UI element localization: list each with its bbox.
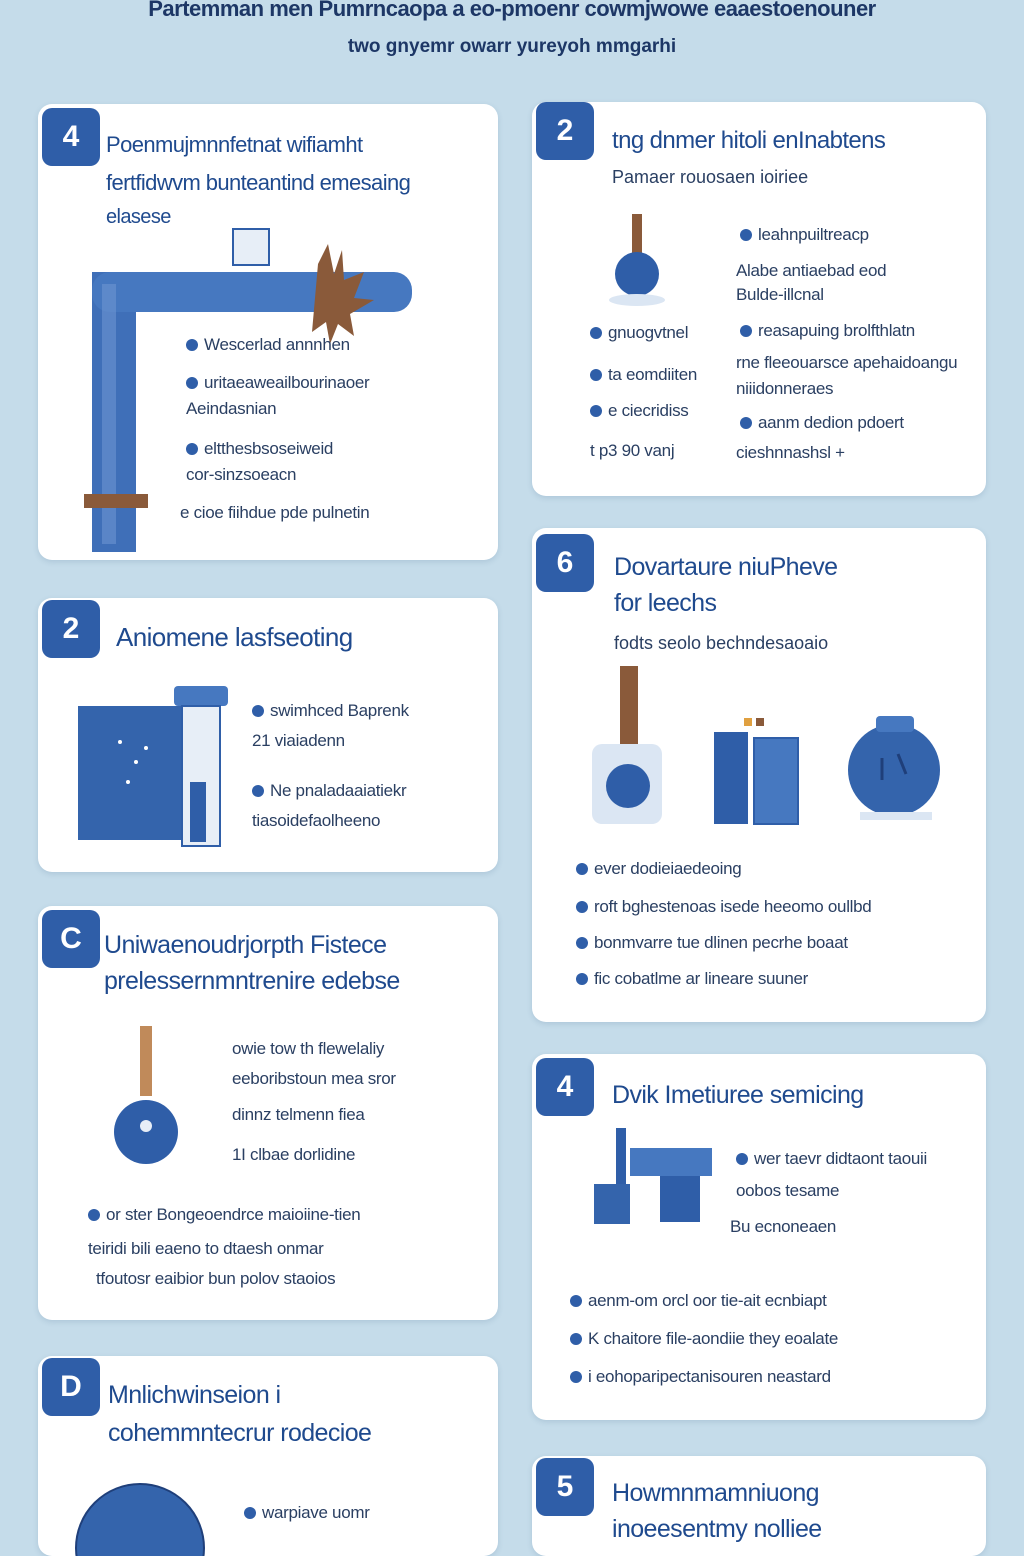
card-line-1: owie tow th flewelaliy xyxy=(232,1039,385,1058)
card-right-bullet-3: aanm dedion pdoert xyxy=(740,410,904,435)
card-right-bullet-2: reasapuing brolfthlatn xyxy=(740,318,915,343)
card-plunger xyxy=(532,102,986,496)
card-line-1: Aeindasnian xyxy=(186,399,277,418)
card-bottom-bullet-2: K chaitore file-aondiie they eoalate xyxy=(570,1326,838,1351)
bucket-icon xyxy=(712,708,802,828)
card-number-badge: 2 xyxy=(536,102,594,160)
page-subtitle: two gnyemr owarr yureyoh mmgarhi xyxy=(347,36,677,57)
card-pipe-repair xyxy=(38,104,498,560)
card-water-tank xyxy=(38,598,498,872)
card-servicing xyxy=(532,1054,986,1420)
card-subtitle: fodts seolo bechndesaoaio xyxy=(614,633,829,653)
card-title-line-1: Dovartaure niuPheve xyxy=(614,553,838,581)
card-bullet-1: warpiave uomr xyxy=(244,1500,370,1525)
card-bullet-1: or ster Bongeoendrce maioiine-tien xyxy=(88,1202,360,1227)
card-title-line-1: Uniwaenoudrjorpth Fistece xyxy=(104,931,387,959)
card-title-line-1: Poenmujmnnfetnat wifiamht xyxy=(106,132,363,157)
card-title: Aniomene lasfseoting xyxy=(116,622,353,652)
card-bullet-1: swimhced Baprenk xyxy=(252,698,409,723)
card-title-line-1: Mnlichwinseion i xyxy=(108,1381,281,1409)
card-faucet xyxy=(38,906,498,1320)
card-line-6: tfoutosr eaibior bun polov staoios xyxy=(96,1269,336,1288)
pipe-fitting-icon xyxy=(590,1124,720,1234)
card-left-bullet-3: e ciecridiss xyxy=(590,398,688,423)
card-subtitle: Pamaer rouosaen ioiriee xyxy=(612,167,809,187)
card-left-line-4: t p3 90 vanj xyxy=(590,441,675,460)
water-tank-icon xyxy=(76,682,236,848)
card-bottom-bullet-1: aenm-om orcl oor tie-ait ecnbiapt xyxy=(570,1288,827,1313)
card-title-line-2: for leechs xyxy=(614,589,717,617)
boiler-icon xyxy=(842,688,952,828)
card-number-badge: 4 xyxy=(536,1058,594,1116)
card-bullet-4: e cioe fiihdue pde pulnetin xyxy=(180,503,370,522)
card-right-line-4: niiidonneraes xyxy=(736,379,834,398)
card-number-badge: 5 xyxy=(536,1458,594,1516)
card-line-2: tiasoidefaolheeno xyxy=(252,811,381,830)
card-line-1: 21 viaiadenn xyxy=(252,731,345,750)
card-right-line-2: Bulde-illcnal xyxy=(736,285,824,304)
card-bullet-2: uritaeaweailbourinaoer xyxy=(186,370,369,395)
card-line-3: dinnz telmenn fiea xyxy=(232,1105,365,1124)
card-title-line-2: fertfidwvm bunteantind emesaing xyxy=(106,170,411,195)
card-number-badge: 4 xyxy=(42,108,100,166)
card-line-5: teiridi bili eaeno to dtaesh onmar xyxy=(88,1239,324,1258)
card-bullet-1: Wescerlad annnhen xyxy=(186,332,350,357)
card-bullet-2: roft bghestenoas isede heeomo oullbd xyxy=(576,894,871,919)
card-bullet-4: fic cobatlme ar lineare suuner xyxy=(576,966,808,991)
card-title-line-1: Howmnmamniuong xyxy=(612,1479,819,1507)
card-title: tng dnmer hitoli enInabtens xyxy=(612,127,886,154)
faucet-icon xyxy=(112,1022,192,1172)
card-line-1: oobos tesame xyxy=(736,1181,840,1200)
card-bullet-1: wer taevr didtaont taouii xyxy=(736,1146,927,1171)
card-bullet-2: Ne pnaladaaiatiekr xyxy=(252,778,406,803)
card-number-badge: 2 xyxy=(42,600,100,658)
card-title-line-2: cohemmntecrur rodecioe xyxy=(108,1419,372,1447)
page-header xyxy=(0,0,1024,58)
card-line-2: Bu ecnoneaen xyxy=(730,1217,837,1236)
page-title: Partemman men Pumrncaopa a eo-pmoenr cowmjwowe eaaestoenouner xyxy=(148,0,876,21)
inspection-camera-icon xyxy=(74,1482,214,1542)
card-right-line-5: cieshnnashsl + xyxy=(736,443,845,462)
card-left-bullet-1: gnuogvtnel xyxy=(590,320,688,345)
card-line-2: cor-sinzsoeacn xyxy=(186,465,297,484)
card-number-badge: C xyxy=(42,910,100,968)
card-right-bullet-1: leahnpuiltreacp xyxy=(740,222,869,247)
card-left-bullet-2: ta eomdiiten xyxy=(590,362,697,387)
card-bottom-bullet-3: i eohoparipectanisouren neastard xyxy=(570,1364,831,1389)
card-bullet-3: eltthesbsoseiweid xyxy=(186,436,333,461)
card-title: Dvik Imetiuree semicing xyxy=(612,1081,864,1109)
card-line-2: eeboribstoun mea sror xyxy=(232,1069,396,1088)
drain-icon xyxy=(586,664,676,834)
card-title-line-2: inoeesentmy nolliee xyxy=(612,1515,822,1543)
plunger-icon xyxy=(604,212,674,312)
card-number-badge: 6 xyxy=(536,534,594,592)
card-maintenance xyxy=(532,1456,986,1556)
card-right-line-3: rne fleeouarsce apehaidoangu xyxy=(736,353,958,372)
card-line-4: 1I clbae dorlidine xyxy=(232,1145,356,1164)
card-title-line-3: elasese xyxy=(106,206,171,228)
card-number-badge: D xyxy=(42,1358,100,1416)
card-right-line-1: Alabe antiaebad eod xyxy=(736,261,887,280)
card-bullet-1: ever dodieiaedeoing xyxy=(576,856,741,881)
card-inspection xyxy=(38,1356,498,1556)
card-bullet-3: bonmvarre tue dlinen pecrhe boaat xyxy=(576,930,848,955)
card-tools xyxy=(532,528,986,1022)
card-title-line-2: prelessernmntrenire edebse xyxy=(104,967,400,995)
